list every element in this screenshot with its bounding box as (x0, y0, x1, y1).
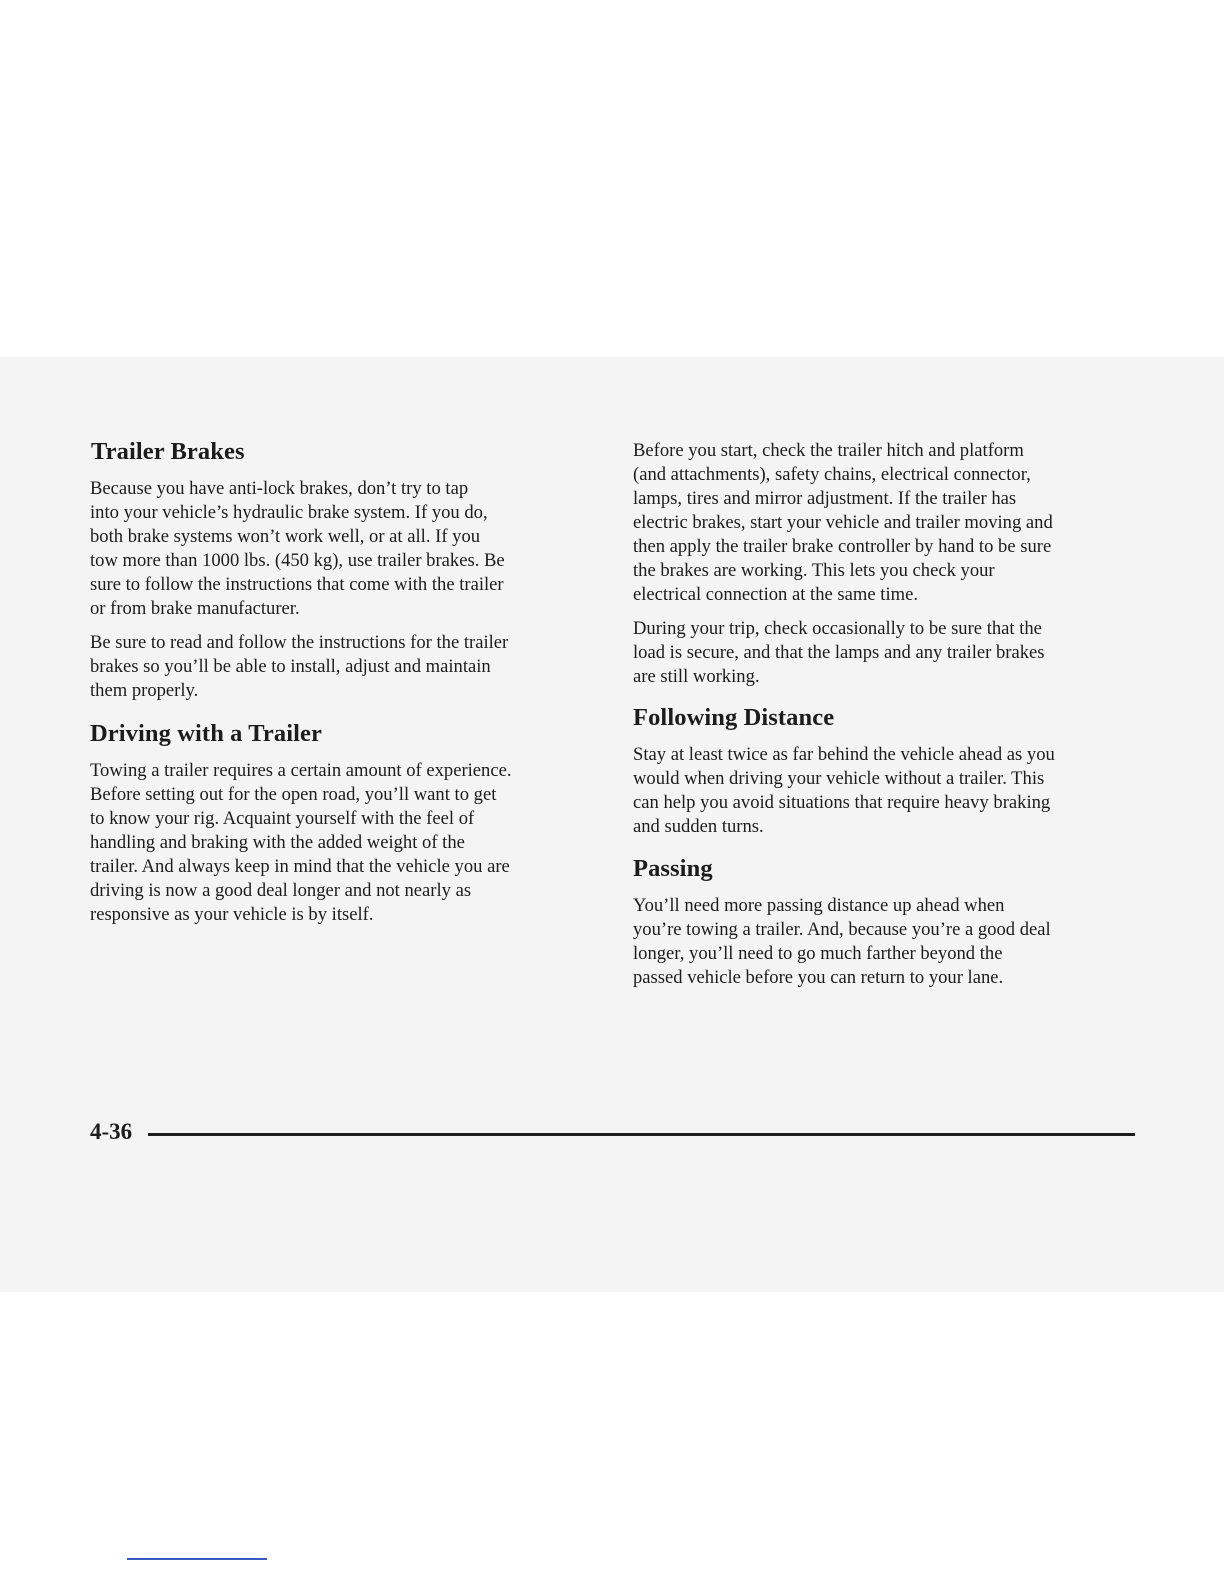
text-line: brakes so you’ll be able to install, adjust and maintain (90, 656, 491, 677)
heading-trailer-brakes: Trailer Brakes (91, 438, 245, 465)
text-line: electric brakes, start your vehicle and trailer moving and (633, 512, 1053, 533)
heading-driving-with-trailer: Driving with a Trailer (90, 720, 322, 747)
paragraph-before-you-start (633, 439, 1143, 607)
text-line: trailer. And always keep in mind that the vehicle you are (90, 856, 510, 877)
footer-rule (148, 1133, 1135, 1136)
text-line: can help you avoid situations that require heavy braking (633, 792, 1051, 813)
text-line: load is secure, and that the lamps and any trailer brakes (633, 642, 1045, 663)
text-line: sure to follow the instructions that come with the trailer (90, 574, 504, 595)
text-line: then apply the trailer brake controller by hand to be sure (633, 536, 1052, 557)
text-line: handling and braking with the added weight of the (90, 832, 465, 853)
text-line: Because you have anti-lock brakes, don’t try to tap (90, 478, 469, 499)
paragraph-driving-with-trailer (90, 759, 600, 927)
text-line: (and attachments), safety chains, electrical connector, (633, 464, 1031, 485)
text-line: to know your rig. Acquaint yourself with the feel of (90, 808, 475, 829)
text-line: Before setting out for the open road, you’ll want to get (90, 784, 497, 805)
text-line: the brakes are working. This lets you check your (633, 560, 995, 581)
text-line: You’ll need more passing distance up ahead when (633, 895, 1005, 916)
text-line: Before you start, check the trailer hitch and platform (633, 440, 1024, 461)
text-line: Be sure to read and follow the instructions for the trailer (90, 632, 509, 653)
heading-passing: Passing (633, 855, 713, 882)
text-line: longer, you’ll need to go much farther beyond the (633, 943, 1003, 964)
text-line: into your vehicle’s hydraulic brake system. If you do, (90, 502, 488, 523)
text-line: or from brake manufacturer. (90, 598, 300, 619)
paragraph-passing (633, 894, 1143, 990)
text-line: responsive as your vehicle is by itself. (90, 904, 374, 925)
text-line: electrical connection at the same time. (633, 584, 918, 605)
text-line: and sudden turns. (633, 816, 764, 837)
paragraph-trailer-brakes-2 (90, 631, 600, 703)
text-line: both brake systems won’t work well, or at all. If you (90, 526, 481, 547)
bottom-link-underline (127, 1558, 267, 1560)
page-number: 4-36 (90, 1119, 133, 1144)
heading-following-distance: Following Distance (633, 704, 835, 731)
text-line: passed vehicle before you can return to your lane. (633, 967, 1004, 988)
text-line: During your trip, check occasionally to be sure that the (633, 618, 1042, 639)
text-line: are still working. (633, 666, 760, 687)
text-line: Stay at least twice as far behind the vehicle ahead as you (633, 744, 1055, 765)
paragraph-following-distance (633, 743, 1143, 839)
paragraph-during-trip (633, 617, 1143, 689)
paragraph-trailer-brakes-1 (90, 477, 600, 621)
text-line: would when driving your vehicle without a trailer. This (633, 768, 1045, 789)
text-line: driving is now a good deal longer and not nearly as (90, 880, 472, 901)
text-line: lamps, tires and mirror adjustment. If the trailer has (633, 488, 1017, 509)
page-content-band (0, 357, 1224, 1292)
text-line: them properly. (90, 680, 199, 701)
text-line: you’re towing a trailer. And, because you’re a good deal (633, 919, 1051, 940)
text-line: tow more than 1000 lbs. (450 kg), use trailer brakes. Be (90, 550, 505, 571)
text-line: Towing a trailer requires a certain amount of experience. (90, 760, 512, 781)
